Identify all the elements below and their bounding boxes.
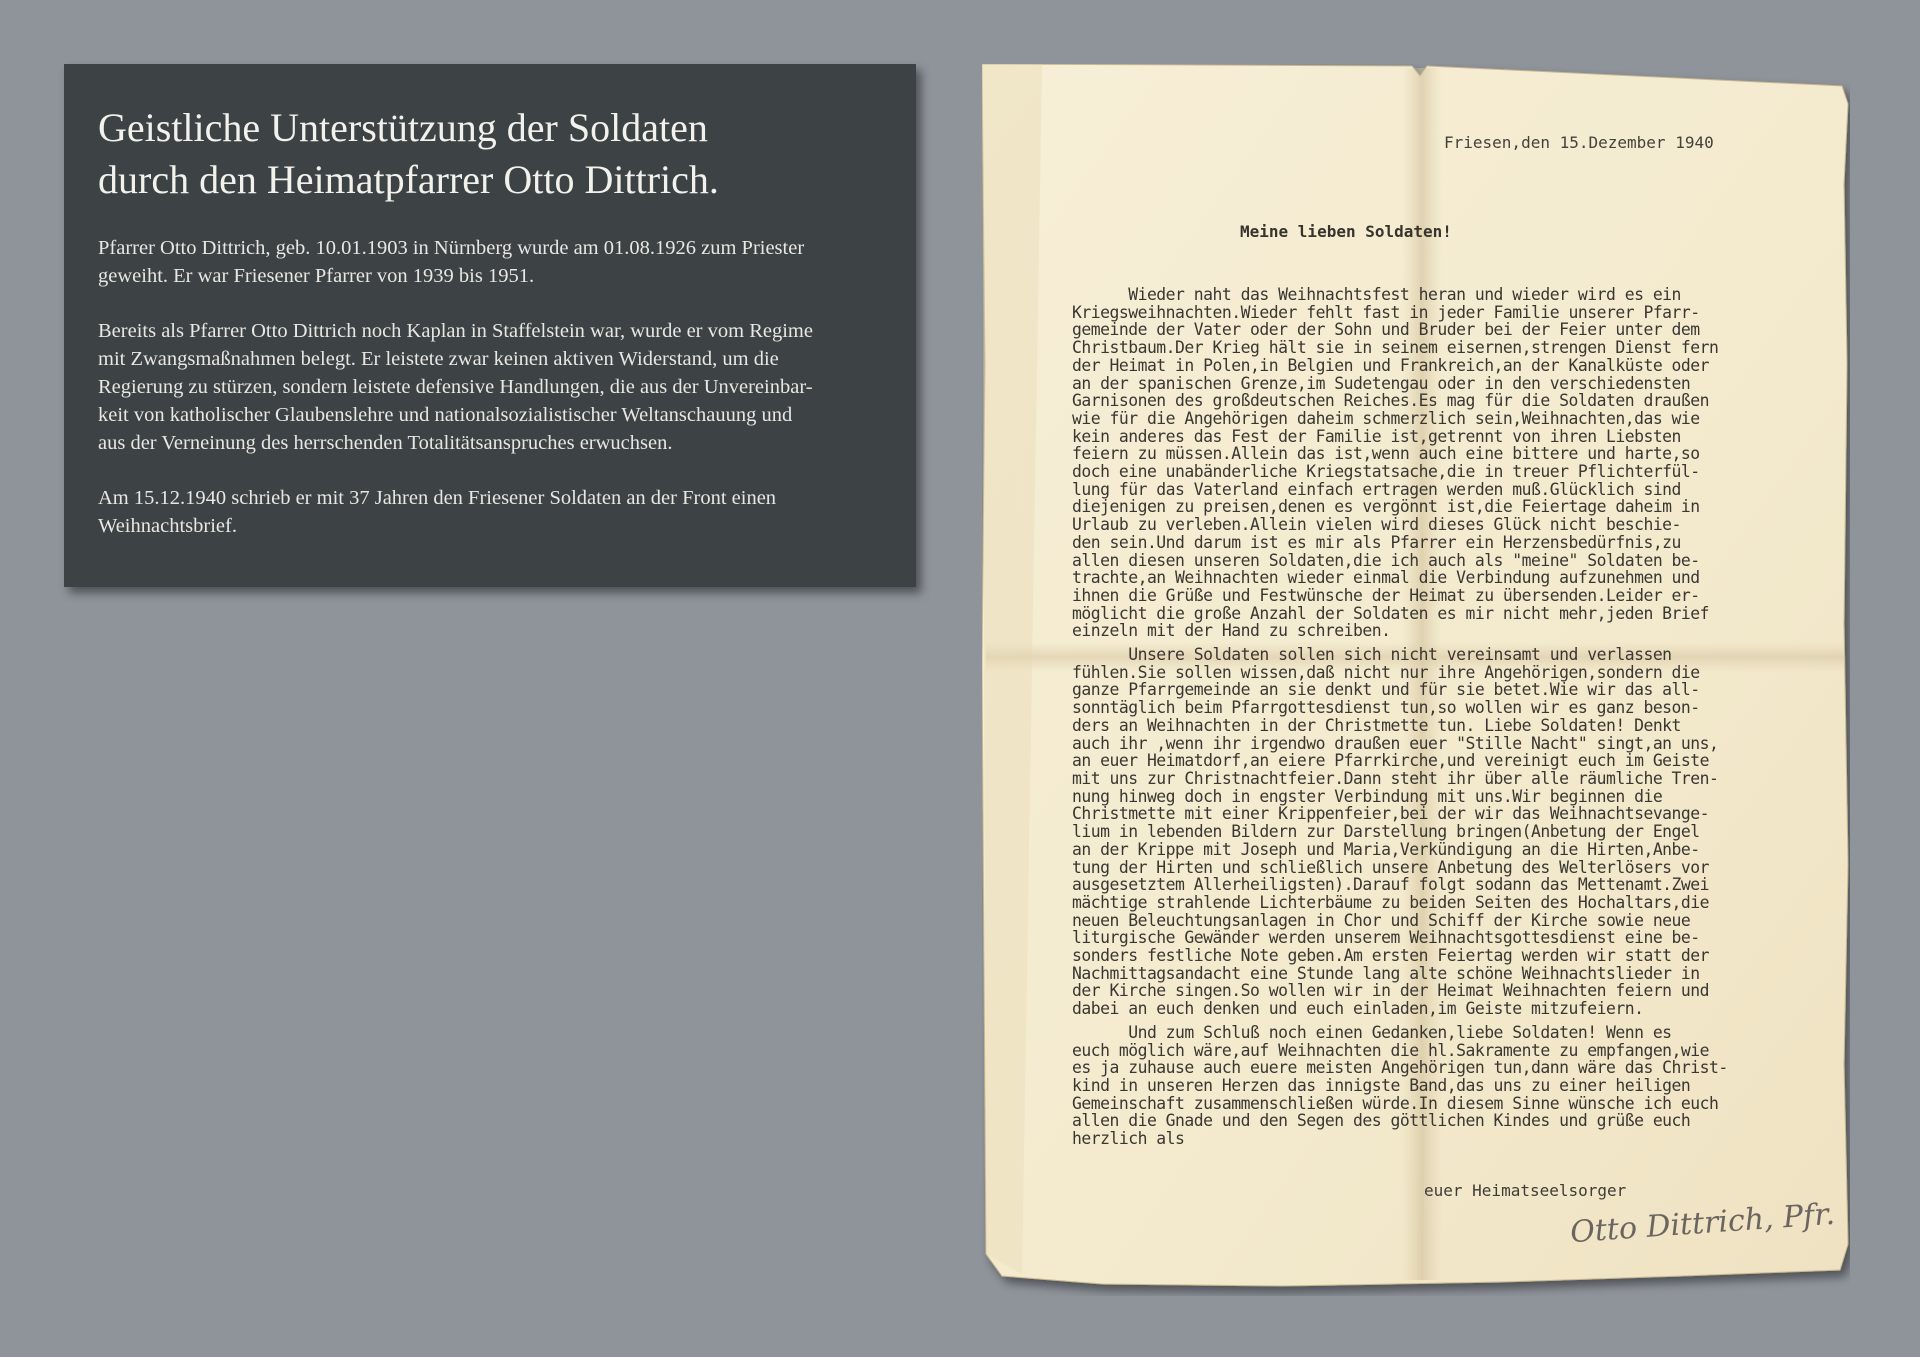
letter-line: ausgesetztem Allerheiligsten).Darauf folgt sodann das Mettenamt.Zwei [1072,875,1710,895]
letter-line: den sein.Und darum ist es mir als Pfarrer ein Herzensbedürfnis,zu [1072,532,1681,552]
letter-line: lium in lebenden Bildern zur Darstellung bringen(Anbetung der Engel [1072,822,1700,842]
info-paragraph-line: Bereits als Pfarrer Otto Dittrich noch Kaplan in Staffelstein war, wurde er vom Regime [98,320,813,342]
letter-line: Garnisonen des großdeutschen Reiches.Es mag für die Soldaten draußen [1072,391,1710,411]
letter-line: gemeinde der Vater oder der Sohn und Bruder bei der Feier unter dem [1072,320,1700,340]
info-paragraph-line: geweiht. Er war Friesener Pfarrer von 1939 bis 1951. [98,265,535,287]
letter-line: fühlen.Sie sollen wissen,daß nicht nur ihre Angehörigen,sondern die [1072,662,1700,682]
letter-line: herzlich als [1072,1129,1185,1149]
letter-image [982,64,1850,1296]
letter-line: Kriegsweihnachten.Wieder fehlt fast in jeder Familie unserer Pfarr- [1072,302,1700,322]
letter-line: euch möglich wäre,auf Weihnachten die hl.Sakramente zu empfangen,wie [1072,1040,1710,1060]
letter-line: auch ihr ,wenn ihr irgendwo draußen euer "Stille Nacht" singt,an uns, [1072,733,1719,753]
letter-line: Wieder naht das Weihnachtsfest heran und wieder wird es ein [1072,285,1681,304]
letter-salutation: Meine lieben Soldaten! [1240,222,1452,241]
letter-body [1072,286,1728,1148]
letter-line: wie für die Angehörigen daheim schmerzlich sein,Weihnachten,das wie [1072,408,1700,428]
letter-line: Nachmittagsandacht eine Stunde lang alte schöne Weihnachtslieder in [1072,963,1700,983]
letter-line: ihnen die Grüße und Festwünsche der Heimat zu übersenden.Leider er- [1072,585,1700,605]
letter-line: Unsere Soldaten sollen sich nicht vereinsamt und verlassen [1072,645,1672,665]
info-paragraph-line: mit Zwangsmaßnahmen belegt. Er leistete zwar keinen aktiven Widerstand, um die [98,348,779,370]
letter-line: dabei an euch denken und euch einladen,im Geiste mitzufeiern. [1072,999,1644,1019]
info-title-line: Geistliche Unterstützung der Soldaten [98,105,708,150]
letter-line: an der spanischen Grenze,im Sudetengau oder in den verschiedensten [1072,373,1691,393]
letter-line: an der Krippe mit Joseph und Maria,Verkündigung an die Hirten,Anbe- [1072,839,1700,859]
letter-date: Friesen,den 15.Dezember 1940 [1444,133,1714,152]
letter-line: an euer Heimatdorf,an eiere Pfarrkirche,und vereinigt euch im Geiste [1072,751,1710,771]
info-paragraph-line: Am 15.12.1940 schrieb er mit 37 Jahren den Friesener Soldaten an der Front einen [98,487,777,509]
info-paragraph-biography [98,234,882,290]
info-paragraph-resistance [98,317,882,457]
letter-line: nung hinweg doch in engster Verbindung mit uns.Wir beginnen die [1072,786,1663,806]
letter-line: mächtige strahlende Lichterbäume zu beiden Seiten des Hochaltars,die [1072,892,1710,912]
letter-line: ders an Weihnachten in der Christmette tun. Liebe Soldaten! Denkt [1072,715,1681,735]
info-panel [64,64,916,587]
letter-line: Christmette mit einer Krippenfeier,bei der wir das Weihnachtsevange- [1072,804,1710,824]
info-paragraph-letter-intro [98,484,882,540]
letter-line: möglicht die große Anzahl der Soldaten es mir nicht mehr,jeden Brief [1072,603,1710,623]
info-title-line: durch den Heimatpfarrer Otto Dittrich. [98,157,719,202]
info-paragraph-line: keit von katholischer Glaubenslehre und nationalsozialistischer Weltanschauung und [98,404,793,426]
letter-line: neuen Beleuchtungsanlagen in Chor und Schiff der Kirche sowie neue [1072,910,1691,930]
letter-line: ganze Pfarrgemeinde an sie denkt und für sie betet.Wie wir das all- [1072,680,1700,700]
handwritten-signature: Otto Dittrich, Pfr. [1569,1196,1836,1251]
letter-text [982,64,1850,1296]
info-title [98,102,882,206]
letter-line: sonntäglich beim Pfarrgottesdienst tun,so wollen wir es ganz beson- [1072,698,1700,718]
info-paragraph-line: Regierung zu stürzen, sondern leistete defensive Handlungen, die aus der Unvereinbar- [98,376,813,398]
letter-line: doch eine unabänderliche Kriegstatsache,die in treuer Pflichterfül- [1072,462,1700,482]
letter-line: einzeln mit der Hand zu schreiben. [1072,621,1391,641]
letter-line: der Heimat in Polen,in Belgien und Frankreich,an der Kanalküste oder [1072,355,1710,375]
letter-line: trachte,an Weihnachten wieder einmal die Verbindung aufzunehmen und [1072,568,1700,588]
letter-line: feiern zu müssen.Allein das ist,wenn auch eine bittere und harte,so [1072,444,1700,464]
letter-line: mit uns zur Christnachtfeier.Dann steht ihr über alle räumliche Tren- [1072,768,1719,788]
letter-line: tung der Hirten und schließlich unsere Anbetung des Welterlösers vor [1072,857,1710,877]
letter-line: Gemeinschaft zusammenschließen würde.In diesem Sinne wünsche ich euch [1072,1093,1719,1113]
letter-line: lung für das Vaterland einfach ertragen werden muß.Glücklich sind [1072,479,1681,499]
letter-line: Urlaub zu verleben.Allein vielen wird dieses Glück nicht beschie- [1072,515,1681,535]
letter-line: der Kirche singen.So wollen wir in der Heimat Weihnachten feiern und [1072,981,1710,1001]
letter-line: allen die Gnade und den Segen des göttlichen Kindes und grüße euch [1072,1111,1691,1131]
letter-line: Christbaum.Der Krieg hält sie in seinem eisernen,strengen Dienst fern [1072,338,1719,358]
letter-line: es ja zuhause auch euere meisten Angehörigen tun,dann wäre das Christ- [1072,1058,1728,1078]
letter-line: sonders festliche Note geben.Am ersten Feiertag werden wir statt der [1072,946,1710,966]
letter-line: kind in unseren Herzen das innigste Band,das uns zu einer heiligen [1072,1075,1691,1095]
info-paragraph-line: aus der Verneinung des herrschenden Totalitätsanspruches erwuchsen. [98,432,673,454]
letter-line: Und zum Schluß noch einen Gedanken,liebe Soldaten! Wenn es [1072,1022,1672,1042]
letter-line: allen diesen unseren Soldaten,die ich auch als "meine" Soldaten be- [1072,550,1700,570]
letter-closing: euer Heimatseelsorger [1424,1181,1627,1200]
letter-line: diejenigen zu preisen,denen es vergönnt ist,die Feiertage daheim in [1072,497,1700,517]
letter-line: liturgische Gewänder werden unserem Weihnachtsgottesdienst eine be- [1072,928,1700,948]
info-paragraph-line: Pfarrer Otto Dittrich, geb. 10.01.1903 in Nürnberg wurde am 01.08.1926 zum Priester [98,237,805,259]
letter-line: kein anderes das Fest der Familie ist,getrennt von ihren Liebsten [1072,426,1681,446]
info-paragraph-line: Weihnachtsbrief. [98,515,237,537]
